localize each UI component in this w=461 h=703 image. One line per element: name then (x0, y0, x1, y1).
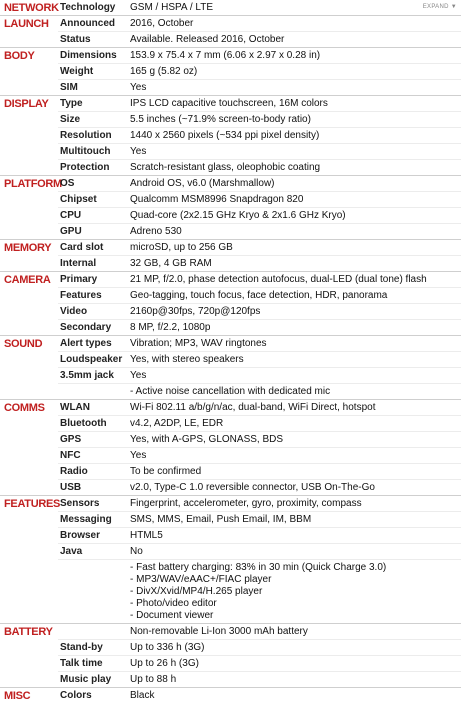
spec-row (0, 288, 461, 304)
spec-value: Qualcomm MSM8996 Snapdragon 820 (126, 192, 461, 208)
spec-value: No (126, 544, 461, 560)
spec-label[interactable]: USB (58, 480, 126, 496)
spec-label[interactable]: Chipset (58, 192, 126, 208)
spec-label[interactable]: OS (58, 176, 126, 192)
spec-row (0, 320, 461, 336)
spec-row (0, 304, 461, 320)
spec-label[interactable]: Video (58, 304, 126, 320)
section-title: BODY (0, 48, 58, 96)
spec-row (0, 208, 461, 224)
spec-label[interactable]: Secondary (58, 320, 126, 336)
spec-label[interactable]: SIM (58, 80, 126, 96)
spec-row (0, 560, 461, 624)
spec-row (0, 656, 461, 672)
section-title: LAUNCH (0, 16, 58, 48)
spec-label[interactable]: Primary (58, 272, 126, 288)
spec-value: 21 MP, f/2.0, phase detection autofocus, dual-LED (dual tone) flash (126, 272, 461, 288)
spec-value: Yes (126, 448, 461, 464)
spec-label[interactable]: Radio (58, 464, 126, 480)
spec-value: Quad-core (2x2.15 GHz Kryo & 2x1.6 GHz Kryo) (126, 208, 461, 224)
spec-value: IPS LCD capacitive touchscreen, 16M colors (126, 96, 461, 112)
spec-label[interactable]: Java (58, 544, 126, 560)
chevron-down-icon: ▼ (451, 4, 457, 10)
spec-value: Yes, with A-GPS, GLONASS, BDS (126, 432, 461, 448)
spec-label[interactable]: Technology (58, 0, 126, 16)
spec-section-body (0, 48, 461, 96)
spec-row (0, 384, 461, 400)
spec-value: v4.2, A2DP, LE, EDR (126, 416, 461, 432)
spec-label[interactable]: Internal (58, 256, 126, 272)
spec-row (0, 448, 461, 464)
spec-label[interactable]: Announced (58, 16, 126, 32)
spec-value: microSD, up to 256 GB (126, 240, 461, 256)
spec-label[interactable]: Features (58, 288, 126, 304)
spec-value: - Fast battery charging: 83% in 30 min (Quick Charge 3.0) - MP3/WAV/eAAC+/FIAC player - DivX/Xvid/MP4/H.265 player - Photo/video editor - Document viewer (126, 560, 461, 624)
spec-row (0, 48, 461, 64)
spec-label[interactable] (58, 384, 126, 400)
spec-row (0, 432, 461, 448)
spec-row (0, 224, 461, 240)
spec-label[interactable]: Talk time (58, 656, 126, 672)
spec-label[interactable]: CPU (58, 208, 126, 224)
spec-row (0, 128, 461, 144)
spec-value: GSM / HSPA / LTE (126, 0, 461, 16)
spec-row (0, 0, 461, 16)
spec-value: Geo-tagging, touch focus, face detection, HDR, panorama (126, 288, 461, 304)
spec-value: Adreno 530 (126, 224, 461, 240)
spec-section-memory (0, 240, 461, 272)
spec-label[interactable]: Loudspeaker (58, 352, 126, 368)
spec-value: Vibration; MP3, WAV ringtones (126, 336, 461, 352)
section-title: PLATFORM (0, 176, 58, 240)
spec-value: 32 GB, 4 GB RAM (126, 256, 461, 272)
spec-row (0, 112, 461, 128)
spec-value: Yes, with stereo speakers (126, 352, 461, 368)
spec-label[interactable]: Colors (58, 688, 126, 703)
spec-label[interactable]: Status (58, 32, 126, 48)
spec-value: 8 MP, f/2.2, 1080p (126, 320, 461, 336)
spec-label[interactable]: Stand-by (58, 640, 126, 656)
spec-label[interactable]: Multitouch (58, 144, 126, 160)
section-title: BATTERY (0, 624, 58, 688)
spec-row (0, 480, 461, 496)
spec-label[interactable]: 3.5mm jack (58, 368, 126, 384)
spec-value: To be confirmed (126, 464, 461, 480)
spec-value: Fingerprint, accelerometer, gyro, proximity, compass (126, 496, 461, 512)
spec-label[interactable] (58, 624, 126, 640)
spec-row (0, 496, 461, 512)
spec-row (0, 464, 461, 480)
spec-row (0, 80, 461, 96)
spec-label[interactable]: Music play (58, 672, 126, 688)
spec-label[interactable]: Messaging (58, 512, 126, 528)
spec-row (0, 672, 461, 688)
spec-label[interactable]: GPU (58, 224, 126, 240)
spec-value: 5.5 inches (~71.9% screen-to-body ratio) (126, 112, 461, 128)
spec-value: 165 g (5.82 oz) (126, 64, 461, 80)
spec-row (0, 336, 461, 352)
spec-section-camera (0, 272, 461, 336)
expand-toggle[interactable] (423, 4, 457, 10)
spec-label[interactable]: WLAN (58, 400, 126, 416)
spec-row (0, 352, 461, 368)
section-title: COMMS (0, 400, 58, 496)
spec-value: Android OS, v6.0 (Marshmallow) (126, 176, 461, 192)
section-title: SOUND (0, 336, 58, 400)
spec-label[interactable]: Protection (58, 160, 126, 176)
spec-row (0, 544, 461, 560)
spec-section-battery (0, 624, 461, 688)
section-title: NETWORK (0, 0, 58, 16)
spec-section-features (0, 496, 461, 624)
spec-value: Scratch-resistant glass, oleophobic coating (126, 160, 461, 176)
spec-value: 2160p@30fps, 720p@120fps (126, 304, 461, 320)
spec-value: v2.0, Type-C 1.0 reversible connector, USB On-The-Go (126, 480, 461, 496)
spec-row (0, 256, 461, 272)
section-title: DISPLAY (0, 96, 58, 176)
spec-value: Available. Released 2016, October (126, 32, 461, 48)
spec-label[interactable]: Card slot (58, 240, 126, 256)
spec-value: Yes (126, 80, 461, 96)
spec-value: Up to 336 h (3G) (126, 640, 461, 656)
spec-label[interactable]: NFC (58, 448, 126, 464)
spec-section-platform (0, 176, 461, 240)
spec-value: 2016, October (126, 16, 461, 32)
spec-row (0, 512, 461, 528)
spec-section-misc (0, 688, 461, 703)
spec-label[interactable]: Sensors (58, 496, 126, 512)
spec-row (0, 192, 461, 208)
spec-row (0, 400, 461, 416)
spec-section-comms (0, 400, 461, 496)
spec-value: Up to 88 h (126, 672, 461, 688)
spec-value: - Active noise cancellation with dedicated mic (126, 384, 461, 400)
spec-row (0, 144, 461, 160)
spec-row (0, 96, 461, 112)
section-title: MEMORY (0, 240, 58, 272)
spec-value: 1440 x 2560 pixels (~534 ppi pixel density) (126, 128, 461, 144)
spec-label[interactable]: GPS (58, 432, 126, 448)
spec-row (0, 640, 461, 656)
spec-label[interactable]: Dimensions (58, 48, 126, 64)
spec-row (0, 32, 461, 48)
spec-value: Up to 26 h (3G) (126, 656, 461, 672)
expand-label: EXPAND (423, 4, 449, 10)
spec-label[interactable]: Browser (58, 528, 126, 544)
spec-label[interactable] (58, 560, 126, 624)
spec-row (0, 240, 461, 256)
spec-section-launch (0, 16, 461, 48)
spec-row (0, 528, 461, 544)
spec-label[interactable]: Type (58, 96, 126, 112)
section-title: MISC (0, 688, 58, 703)
spec-label[interactable]: Bluetooth (58, 416, 126, 432)
spec-row (0, 176, 461, 192)
spec-value: Black (126, 688, 461, 703)
spec-value: Wi-Fi 802.11 a/b/g/n/ac, dual-band, WiFi Direct, hotspot (126, 400, 461, 416)
spec-section-network (0, 0, 461, 16)
spec-value: Yes (126, 144, 461, 160)
spec-label[interactable]: Resolution (58, 128, 126, 144)
spec-row (0, 416, 461, 432)
spec-value: HTML5 (126, 528, 461, 544)
section-title: FEATURES (0, 496, 58, 624)
spec-section-display (0, 96, 461, 176)
spec-label[interactable]: Alert types (58, 336, 126, 352)
spec-label[interactable]: Size (58, 112, 126, 128)
section-title: CAMERA (0, 272, 58, 336)
spec-row (0, 624, 461, 640)
spec-row (0, 160, 461, 176)
spec-value: 153.9 x 75.4 x 7 mm (6.06 x 2.97 x 0.28 in) (126, 48, 461, 64)
spec-label[interactable]: Weight (58, 64, 126, 80)
spec-value: Non-removable Li-Ion 3000 mAh battery (126, 624, 461, 640)
spec-row (0, 368, 461, 384)
spec-row (0, 16, 461, 32)
spec-row (0, 272, 461, 288)
spec-row (0, 64, 461, 80)
spec-value: Yes (126, 368, 461, 384)
spec-row (0, 688, 461, 703)
spec-value: SMS, MMS, Email, Push Email, IM, BBM (126, 512, 461, 528)
spec-section-sound (0, 336, 461, 400)
